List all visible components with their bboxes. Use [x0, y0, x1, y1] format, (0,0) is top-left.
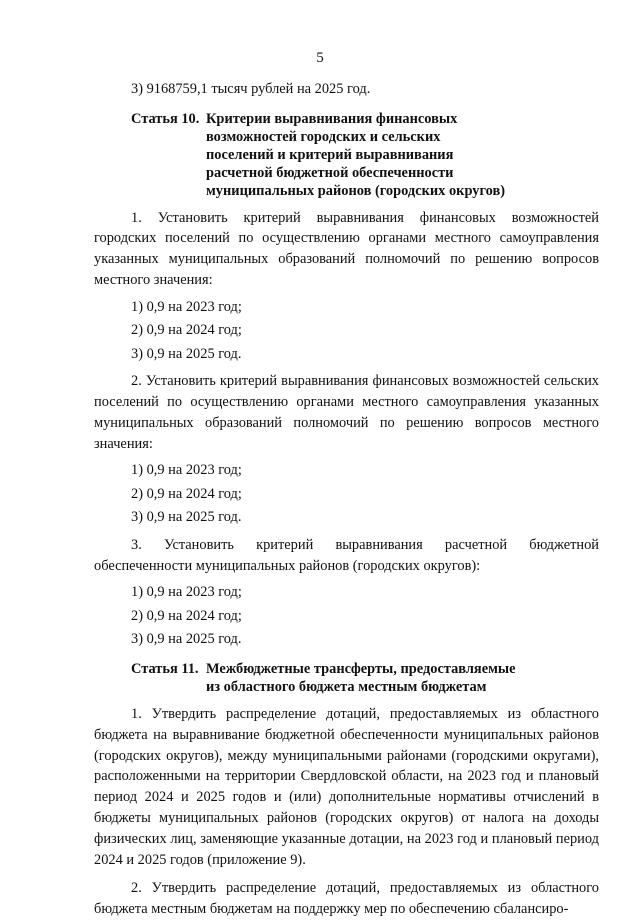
article-10-paragraph-3: 3. Установить критерий выравнивания расчетной бюджетной обеспеченности муниципальных районов (городских округов): [94, 536, 599, 574]
intro-line: 3) 9168759,1 тысяч рублей на 2025 год. [131, 81, 371, 97]
article-10-title [206, 110, 599, 200]
article-10-number: Статья 10. [131, 110, 200, 127]
list-item: 1) 0,9 на 2023 год; [131, 298, 242, 315]
article-11-title [206, 660, 599, 696]
title-line: расчетной бюджетной обеспеченности [206, 164, 454, 181]
list-item: 1) 0,9 на 2023 год; [131, 462, 242, 479]
article-11-paragraph-1: 1. Утвердить распределение дотаций, предоставляемых из областного бюджета на выравнивание бюджетной обеспеченности муниципальных районов (городских округов), между муниципальными районами (городскими округами), расположенными на территории Свердловской области, на 2023 год и плановый период 2024 и 2025 годов и (или) дополнительные нормативы отчислений в бюджеты муниципальных районов (городских округов) от налога на доходы физических лиц, заменяющие указанные дотации, на 2023 год и плановый период 2024 и 2025 годов (приложение 9). [94, 705, 599, 868]
title-line: муниципальных районов (городских округов) [206, 182, 506, 199]
list-item: 2) 0,9 на 2024 год; [131, 322, 242, 339]
article-11-paragraph-2: 2. Утвердить распределение дотаций, предоставляемых из областного бюджета местным бюджетам на поддержку мер по обеспечению сбалансиро- [94, 880, 599, 918]
title-line: Критерии выравнивания финансовых [206, 110, 458, 127]
article-10-paragraph-1: 1. Установить критерий выравнивания финансовых возможностей городских поселений по осуществлению органами местного самоуправления указанных муниципальных образований полномочий по решению вопросов местного значения: [94, 209, 599, 288]
title-line: возможностей городских и сельских [206, 128, 441, 145]
title-line: из областного бюджета местным бюджетам [206, 678, 487, 695]
title-line: поселений и критерий выравнивания [206, 146, 454, 163]
list-item: 2) 0,9 на 2024 год; [131, 485, 242, 502]
list-item: 3) 0,9 на 2025 год. [131, 509, 242, 526]
article-10-heading [94, 110, 599, 200]
title-line: Межбюджетные трансферты, предоставляемые [206, 660, 516, 677]
article-11-heading [94, 660, 599, 696]
list-item: 2) 0,9 на 2024 год; [131, 607, 242, 624]
list-item: 1) 0,9 на 2023 год; [131, 584, 242, 601]
list-item: 3) 0,9 на 2025 год. [131, 631, 242, 648]
list-item: 3) 0,9 на 2025 год. [131, 345, 242, 362]
article-11-number: Статья 11. [131, 660, 199, 677]
document-body [94, 78, 599, 920]
page-number: 5 [316, 50, 324, 66]
article-10-paragraph-2: 2. Установить критерий выравнивания финансовых возможностей сельских поселений по осуществлению органами местного самоуправления указанных муниципальных образований полномочий по решению вопросов местного значения: [94, 373, 599, 452]
